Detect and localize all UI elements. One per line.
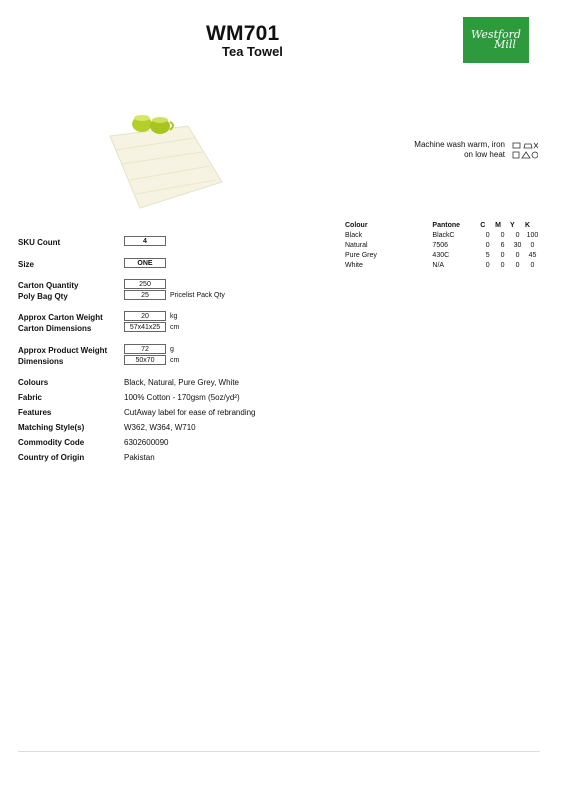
cell: Natural — [345, 241, 368, 249]
table-row — [345, 230, 540, 240]
logo-text-westford: Westford — [471, 27, 521, 41]
cell: 0 — [530, 241, 535, 249]
colour-table — [345, 220, 540, 270]
fabric-value: 100% Cotton - 170gsm (5oz/yd²) — [124, 393, 240, 402]
colours-value: Black, Natural, Pure Grey, White — [124, 378, 239, 387]
carton-dim-value: 57x41x25 — [124, 322, 166, 332]
cell: 0 — [500, 231, 505, 239]
colours-label: Colours — [18, 378, 49, 387]
carton-dim-label: Carton Dimensions — [18, 324, 92, 333]
cell: BlackC — [432, 231, 455, 239]
country-of-origin-value: Pakistan — [124, 453, 155, 462]
carton-weight-unit: kg — [170, 313, 178, 320]
features-value: CutAway label for ease of rebranding — [124, 408, 256, 417]
cell: 0 — [485, 241, 490, 249]
matching-styles-label: Matching Style(s) — [18, 423, 85, 432]
colour-table-header — [345, 220, 540, 230]
poly-bag-value: 25 — [124, 290, 166, 300]
dimensions-value: 50x70 — [124, 355, 166, 365]
care-line-1: Machine wash warm, iron — [414, 140, 505, 149]
cell: 0 — [515, 251, 520, 259]
product-weight-value: 72 — [124, 344, 166, 354]
cell: 0 — [500, 261, 505, 269]
carton-qty-value: 250 — [124, 279, 166, 289]
table-row — [345, 260, 540, 270]
size-label: Size — [18, 260, 35, 269]
logo-text-mill: Mill — [494, 38, 516, 51]
care-line-2: on low heat — [464, 150, 505, 159]
col-m: M — [495, 221, 501, 229]
brand-logo — [463, 17, 529, 63]
sku-count-label: SKU Count — [18, 238, 61, 247]
care-instructions — [400, 140, 505, 160]
carton-qty-label: Carton Quantity — [18, 281, 79, 290]
cell: 100 — [526, 231, 539, 239]
sku-count-value: 4 — [124, 236, 166, 246]
cell: 7506 — [432, 241, 448, 249]
country-of-origin-label: Country of Origin — [18, 453, 85, 462]
features-label: Features — [18, 408, 52, 417]
commodity-code-value: 6302600090 — [124, 438, 169, 447]
cell: 0 — [485, 261, 490, 269]
table-row — [345, 250, 540, 260]
size-value: ONE — [124, 258, 166, 268]
fabric-label: Fabric — [18, 393, 43, 402]
product-name: Tea Towel — [222, 44, 283, 59]
commodity-code-label: Commodity Code — [18, 438, 85, 447]
cell: 6 — [500, 241, 505, 249]
cell: 0 — [500, 251, 505, 259]
table-row — [345, 240, 540, 250]
product-code: WM701 — [206, 22, 280, 45]
cell: N/A — [432, 261, 445, 269]
product-weight-label: Approx Product Weight — [18, 346, 108, 355]
poly-bag-note: Pricelist Pack Qty — [170, 292, 225, 299]
dimensions-unit: cm — [170, 357, 180, 364]
cell: Black — [345, 231, 363, 239]
matching-styles-value: W362, W364, W710 — [124, 423, 196, 432]
footer-divider — [18, 751, 540, 752]
cell: 430C — [432, 251, 450, 259]
cell: Pure Grey — [345, 251, 377, 259]
col-colour: Colour — [345, 221, 368, 229]
cell: 5 — [485, 251, 490, 259]
col-pantone: Pantone — [432, 221, 461, 229]
cell: 30 — [513, 241, 522, 249]
carton-dim-unit: cm — [170, 324, 180, 331]
carton-weight-label: Approx Carton Weight — [18, 313, 103, 322]
cell: White — [345, 261, 363, 269]
col-y: Y — [510, 221, 515, 229]
cell: 0 — [515, 231, 520, 239]
carton-weight-value: 20 — [124, 311, 166, 321]
cell: 0 — [485, 231, 490, 239]
cell: 0 — [515, 261, 520, 269]
dimensions-label: Dimensions — [18, 357, 64, 366]
poly-bag-label: Poly Bag Qty — [18, 292, 68, 301]
cell: 0 — [530, 261, 535, 269]
care-symbols-icon — [512, 142, 538, 159]
cell: 45 — [528, 251, 537, 259]
product-image — [96, 104, 226, 210]
col-c: C — [480, 221, 486, 229]
col-k: K — [524, 221, 531, 229]
product-weight-unit: g — [170, 346, 174, 353]
